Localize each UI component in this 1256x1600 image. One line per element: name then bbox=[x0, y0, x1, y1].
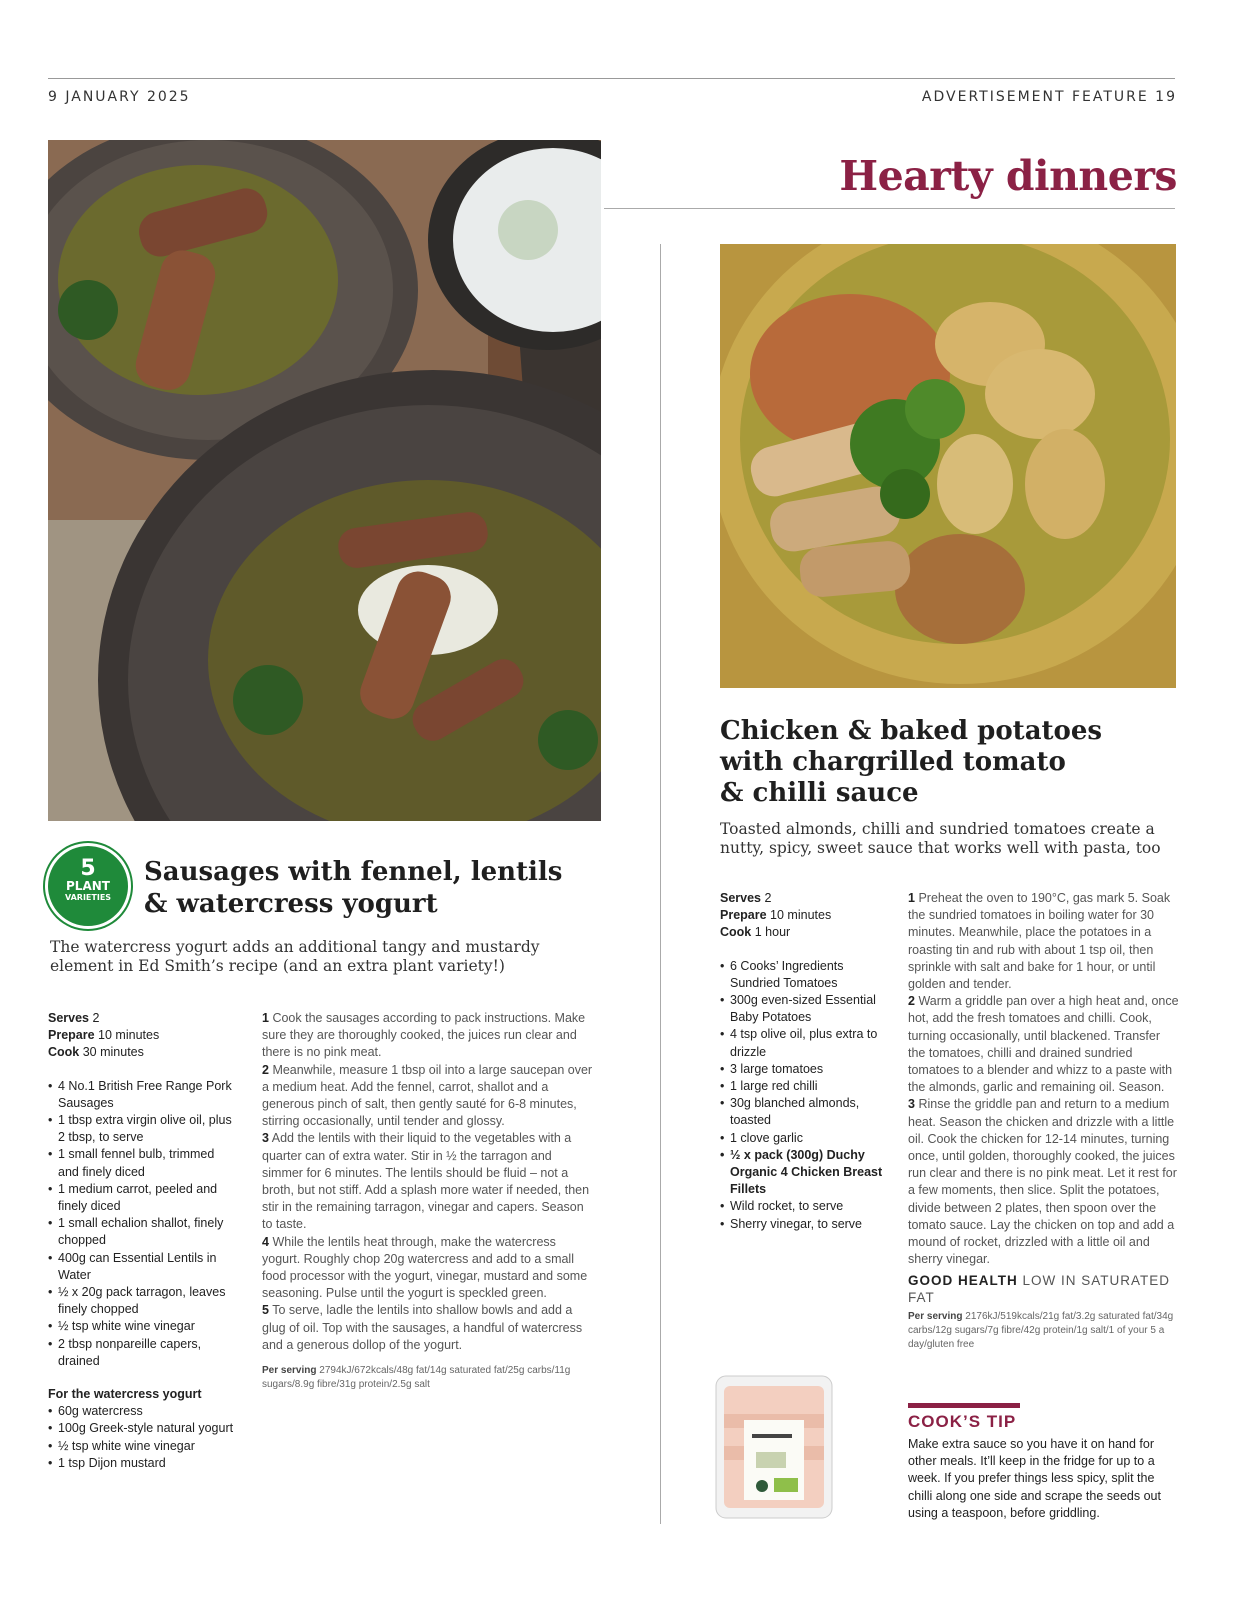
list-item: • 30g blanched almonds, toasted bbox=[720, 1095, 888, 1129]
list-item: • 6 Cooks’ Ingredients Sundried Tomatoes bbox=[720, 958, 888, 992]
good-health-label: GOOD HEALTH bbox=[908, 1273, 1018, 1289]
list-item: • 1 small fennel bulb, trimmed and finely diced bbox=[48, 1146, 238, 1180]
prepare-value: 10 minutes bbox=[98, 1028, 160, 1043]
recipe2-ingredient-list bbox=[720, 958, 888, 1233]
badge-number: 5 bbox=[80, 856, 96, 881]
chicken-photo bbox=[720, 244, 1176, 688]
method-step bbox=[262, 1130, 594, 1233]
good-health-text: LOW IN SATURATED FAT bbox=[908, 1273, 1171, 1306]
list-item: • 400g can Essential Lentils in Water bbox=[48, 1250, 238, 1284]
step-text: To serve, ladle the lentils into shallow bowls and add a glug of oil. Top with the sausages, a handful of watercress and a generous dollop of the yogurt. bbox=[262, 1303, 583, 1352]
cooks-tip-rule bbox=[908, 1403, 1020, 1408]
recipe1-ingredients-column bbox=[48, 1010, 238, 1472]
list-item: • Sherry vinegar, to serve bbox=[720, 1216, 888, 1233]
list-item: • 4 tsp olive oil, plus extra to drizzle bbox=[720, 1026, 888, 1060]
list-item: • ½ x 20g pack tarragon, leaves finely chopped bbox=[48, 1284, 238, 1318]
step-text: Meanwhile, measure 1 tbsp oil into a large saucepan over a medium heat. Add the fennel, carrot, shallot and a generous pinch of salt, then gently sauté for 6-8 minutes, stirring occasionally, until tender and glossy. bbox=[262, 1062, 593, 1129]
method-step bbox=[262, 1302, 594, 1354]
list-item: • ½ tsp white wine vinegar bbox=[48, 1318, 238, 1335]
cook-value: 1 hour bbox=[754, 925, 791, 940]
step-number: 2 bbox=[262, 1062, 269, 1077]
recipe1-prepare bbox=[48, 1027, 238, 1044]
list-item: • ½ x pack (300g) Duchy Organic 4 Chicken Breast Fillets bbox=[720, 1147, 888, 1199]
step-number: 5 bbox=[262, 1303, 269, 1318]
cook-label: Cook bbox=[720, 925, 752, 940]
list-item: • 4 No.1 British Free Range Pork Sausages bbox=[48, 1078, 238, 1112]
recipe1-serves bbox=[48, 1010, 238, 1027]
recipe1-title: Sausages with fennel, lentils & watercress yogurt bbox=[144, 857, 563, 919]
list-item: • 1 medium carrot, peeled and finely diced bbox=[48, 1181, 238, 1215]
list-item: • 1 small echalion shallot, finely chopped bbox=[48, 1215, 238, 1249]
good-health-note bbox=[908, 1272, 1180, 1306]
list-item: • 60g watercress bbox=[48, 1403, 238, 1420]
cooks-tip-title: COOK’S TIP bbox=[908, 1412, 1017, 1431]
list-item: • 100g Greek-style natural yogurt bbox=[48, 1420, 238, 1437]
recipe1-intro: The watercress yogurt adds an additional tangy and mustardy element in Ed Smith’s recipe (and an extra plant variety!) bbox=[50, 938, 540, 975]
per-serving-values: 2794kJ/672kcals/48g fat/14g saturated fat/25g carbs/11g sugars/8.9g fibre/31g protein/2.5g salt bbox=[262, 1365, 571, 1391]
yogurt-heading: For the watercress yogurt bbox=[48, 1387, 202, 1402]
badge-line1: PLANT bbox=[66, 879, 110, 893]
step-number: 2 bbox=[908, 994, 915, 1009]
list-item: • 300g even-sized Essential Baby Potatoes bbox=[720, 992, 888, 1026]
recipe2-serves bbox=[720, 890, 888, 907]
list-item: • Wild rocket, to serve bbox=[720, 1198, 888, 1215]
recipe2-cook bbox=[720, 924, 888, 941]
serves-label: Serves bbox=[720, 891, 762, 905]
yogurt-ingredient-list bbox=[48, 1403, 238, 1472]
step-number: 3 bbox=[908, 1097, 915, 1112]
step-text: While the lentils heat through, make the watercress yogurt. Roughly chop 20g watercress and add to a small food processor with the yogurt, vinegar, mustard and some seasoning. Pulse until the yogurt is speckled green. bbox=[262, 1234, 588, 1301]
step-number: 3 bbox=[262, 1131, 269, 1146]
recipe1-method bbox=[262, 1010, 594, 1392]
step-text: Add the lentils with their liquid to the vegetables with a quarter can of extra water. Stir in ½ the tarragon and simmer for 6 minutes. The lentils should be fluid – not a broth, but not stiff. Add a splash more water if needed, then stir in the remaining tarragon, vinegar and capers. Season to taste. bbox=[262, 1131, 590, 1232]
recipe2-nutrition bbox=[908, 1310, 1180, 1352]
recipe1-cook bbox=[48, 1044, 238, 1061]
recipe2-title bbox=[720, 716, 1160, 809]
serves-label: Serves bbox=[48, 1011, 90, 1025]
list-item: • 1 large red chilli bbox=[720, 1078, 888, 1095]
recipe2-title-line: & chilli sauce bbox=[720, 778, 919, 808]
list-item: • 3 large tomatoes bbox=[720, 1061, 888, 1078]
step-text: Cook the sausages according to pack instructions. Make sure they are thoroughly cooked, the juices run clear and there is no pink meat. bbox=[262, 1011, 586, 1060]
serves-value: 2 bbox=[92, 1011, 100, 1025]
serves-value: 2 bbox=[764, 891, 772, 905]
top-rule bbox=[48, 78, 1175, 79]
method-step bbox=[908, 993, 1180, 1096]
per-serving-values: 2176kJ/519kcals/21g fat/3.2g saturated fat/34g carbs/12g sugars/7g fibre/42g protein/1g salt/1 of your 5 a day/gluten free bbox=[908, 1311, 1174, 1351]
chicken-pack-image bbox=[714, 1374, 834, 1520]
page-label: ADVERTISEMENT FEATURE 19 bbox=[921, 89, 1177, 105]
sausages-photo bbox=[48, 140, 601, 821]
prepare-value: 10 minutes bbox=[770, 908, 832, 923]
prepare-label: Prepare bbox=[720, 908, 767, 923]
plant-varieties-badge bbox=[48, 846, 128, 926]
title-rule bbox=[604, 208, 1175, 209]
recipe2-prepare bbox=[720, 907, 888, 924]
recipe2-title-line: with chargrilled tomato bbox=[720, 747, 1066, 777]
recipe2-ingredients-column bbox=[720, 890, 888, 1233]
cook-value: 30 minutes bbox=[82, 1045, 144, 1060]
section-title: Hearty dinners bbox=[839, 152, 1177, 200]
badge-line2: VARIETIES bbox=[64, 893, 112, 902]
step-number: 4 bbox=[262, 1234, 269, 1249]
recipe2-title-line: Chicken & baked potatoes bbox=[720, 716, 1103, 746]
prepare-label: Prepare bbox=[48, 1028, 95, 1043]
step-text: Rinse the griddle pan and return to a medium heat. Season the chicken and drizzle with a little oil. Cook the chicken for 12-14 minutes, turning once, until golden, thoroughly cooked, the juices run clear and there is no pink meat. Let it rest for a few moments, then slice. Split the potatoes, divide between 2 plates, then spoon over the tomato sauce. Lay the chicken on top and add a mound of rocket, drizzled with a little oil and sherry vinegar. bbox=[908, 1097, 1177, 1267]
cook-label: Cook bbox=[48, 1045, 80, 1060]
recipe2-intro: Toasted almonds, chilli and sundried tomatoes create a nutty, spicy, sweet sauce that works well with pasta, too bbox=[720, 820, 1161, 857]
method-step bbox=[908, 890, 1180, 993]
method-step bbox=[908, 1096, 1180, 1268]
method-step bbox=[262, 1234, 594, 1303]
step-text: Preheat the oven to 190°C, gas mark 5. Soak the sundried tomatoes in boiling water for 30 minutes. Meanwhile, place the potatoes in a roasting tin and rub with about 1 tsp oil, then sprinkle with salt and bake for 1 hour, or until golden and tender. bbox=[908, 891, 1171, 992]
step-number: 1 bbox=[908, 891, 915, 905]
step-text: Warm a griddle pan over a high heat and, once hot, add the fresh tomatoes and chilli. Cook, turning occasionally, until blackened. Transfer the tomatoes, chilli and drained sundried tomatoes to a blender and whizz to a paste with the almonds, garlic and remaining oil. Season. bbox=[908, 994, 1179, 1095]
list-item: • ½ tsp white wine vinegar bbox=[48, 1438, 238, 1455]
cooks-tip-text: Make extra sauce so you have it on hand for other meals. It’ll keep in the fridge for up to a week. If you prefer things less spicy, split the chilli along one side and scrape the seeds out using a teaspoon, before griddling. bbox=[908, 1437, 1161, 1520]
method-step bbox=[262, 1062, 594, 1131]
recipe1-ingredient-list bbox=[48, 1078, 238, 1370]
list-item: • 2 tbsp nonpareille capers, drained bbox=[48, 1336, 238, 1370]
issue-date: 9 JANUARY 2025 bbox=[48, 89, 191, 105]
recipe1-nutrition bbox=[262, 1364, 594, 1392]
list-item: • 1 tbsp extra virgin olive oil, plus 2 tbsp, to serve bbox=[48, 1112, 238, 1146]
per-serving-label: Per serving bbox=[262, 1365, 317, 1377]
column-divider bbox=[660, 244, 661, 1524]
recipe2-method bbox=[908, 890, 1180, 1352]
method-step bbox=[262, 1010, 594, 1062]
list-item: • 1 tsp Dijon mustard bbox=[48, 1455, 238, 1472]
list-item: • 1 clove garlic bbox=[720, 1130, 888, 1147]
per-serving-label: Per serving bbox=[908, 1311, 963, 1323]
step-number: 1 bbox=[262, 1011, 269, 1025]
